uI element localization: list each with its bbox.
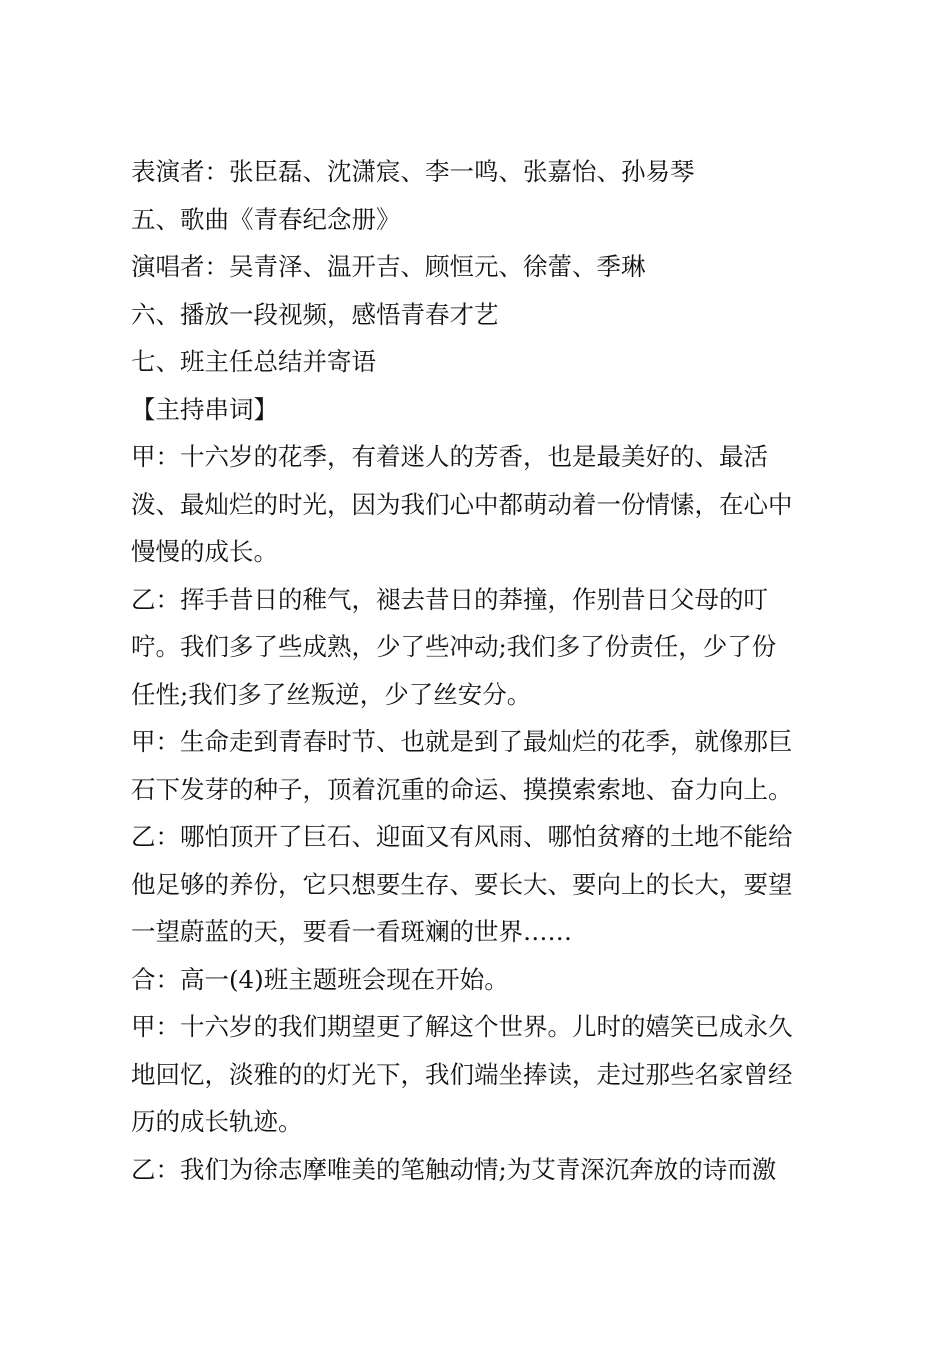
paragraph-line: 他足够的养份，它只想要生存、要长大、要向上的长大，要望 <box>131 869 793 899</box>
paragraph-line: 咛。我们多了些成熟，少了些冲动;我们多了份责任，少了份 <box>131 632 777 661</box>
paragraph-line: 乙：我们为徐志摩唯美的笔触动情;为艾青深沉奔放的诗而激 <box>131 1154 777 1184</box>
section-heading-host-script: 【主持串词】 <box>131 394 278 424</box>
paragraph-line: 甲：生命走到青春时节、也就是到了最灿烂的花季，就像那巨 <box>131 727 793 756</box>
paragraph-line: 甲：十六岁的我们期望更了解这个世界。儿时的嬉笑已成永久 <box>131 1012 793 1041</box>
program-item-summary: 七、班主任总结并寄语 <box>131 347 376 376</box>
paragraph-line: 石下发芽的种子，顶着沉重的命运、摸摸索索地、奋力向上。 <box>131 774 793 804</box>
performers-line: 表演者：张臣磊、沈潇宸、李一鸣、张嘉怡、孙易琴 <box>131 157 695 186</box>
singers-line: 演唱者：吴青泽、温开吉、顾恒元、徐蕾、季琳 <box>131 252 646 281</box>
paragraph-line: 合：高一(4)班主题班会现在开始。 <box>131 964 509 994</box>
document-body <box>131 152 826 1197</box>
paragraph-line: 地回忆，淡雅的的灯光下，我们端坐捧读，走过那些名家曾经 <box>131 1059 793 1089</box>
paragraph-line: 历的成长轨迹。 <box>131 1107 303 1136</box>
program-item-video: 六、播放一段视频，感悟青春才艺 <box>131 299 499 329</box>
paragraph-line: 慢慢的成长。 <box>131 537 278 566</box>
program-item-song: 五、歌曲《青春纪念册》 <box>131 204 401 234</box>
paragraph-line: 甲：十六岁的花季，有着迷人的芳香，也是最美好的、最活 <box>131 442 768 471</box>
paragraph-line: 一望蔚蓝的天，要看一看斑斓的世界…… <box>131 917 572 946</box>
paragraph-line: 泼、最灿烂的时光，因为我们心中都萌动着一份情愫，在心中 <box>131 489 793 519</box>
paragraph-line: 乙：哪怕顶开了巨石、迎面又有风雨、哪怕贫瘠的土地不能给 <box>131 822 793 851</box>
paragraph-line: 任性;我们多了丝叛逆，少了丝安分。 <box>131 679 532 709</box>
paragraph-line: 乙：挥手昔日的稚气，褪去昔日的莽撞，作别昔日父母的叮 <box>131 584 768 614</box>
